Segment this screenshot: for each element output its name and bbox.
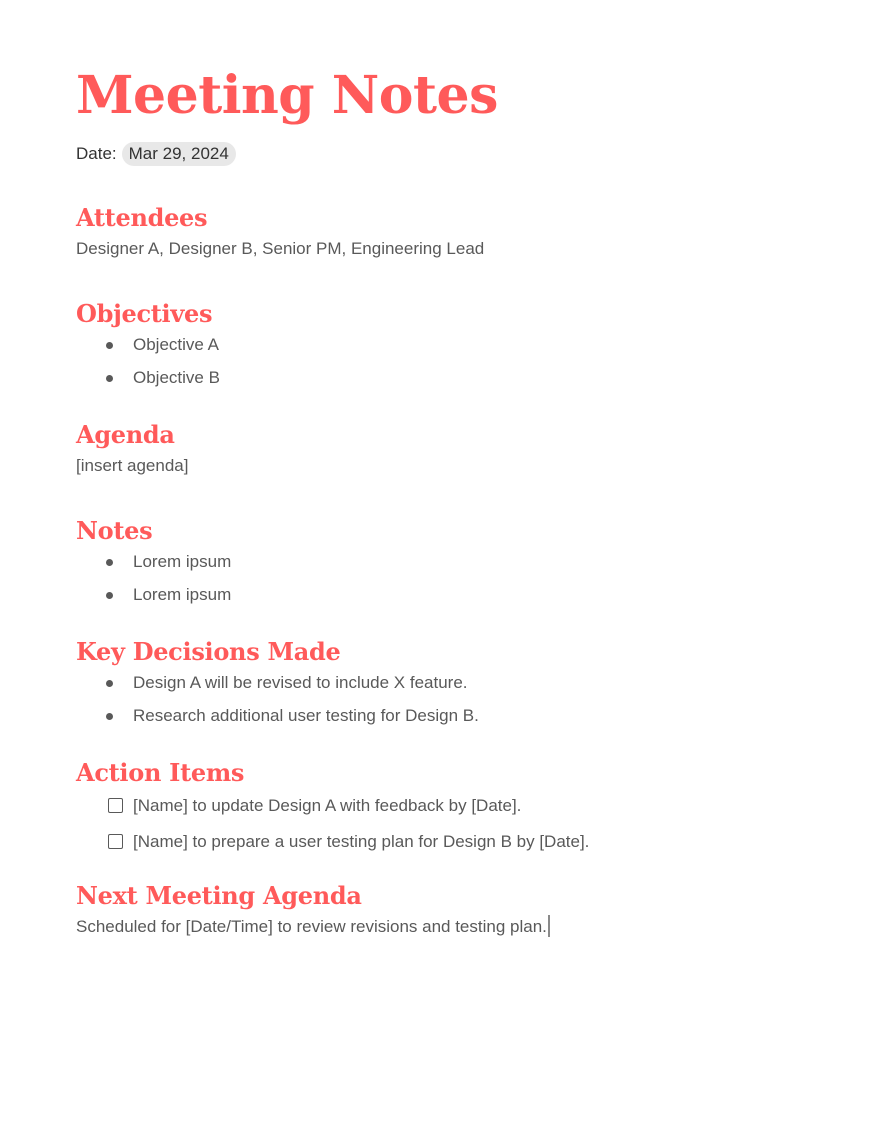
- action-items-checklist: [76, 794, 856, 854]
- objectives-heading[interactable]: Objectives: [76, 299, 213, 328]
- decisions-list: [76, 671, 856, 728]
- bullet-icon: [106, 342, 113, 349]
- list-item[interactable]: [76, 366, 856, 390]
- bullet-icon: [106, 375, 113, 382]
- date-label: Date:: [76, 144, 117, 163]
- bullet-icon: [106, 592, 113, 599]
- page-title[interactable]: Meeting Notes: [76, 65, 498, 126]
- next-meeting-text: Scheduled for [Date/Time] to review revisions and testing plan.: [76, 917, 547, 936]
- actions-heading[interactable]: Action Items: [76, 758, 245, 787]
- bullet-icon: [106, 713, 113, 720]
- decisions-heading[interactable]: Key Decisions Made: [76, 637, 341, 666]
- list-item-text: Objective B: [133, 368, 220, 387]
- list-item[interactable]: [76, 333, 856, 357]
- attendees-text[interactable]: Designer A, Designer B, Senior PM, Engineering Lead: [76, 239, 485, 258]
- objectives-list: [76, 333, 856, 390]
- list-item-text: Lorem ipsum: [133, 552, 232, 571]
- checklist-item[interactable]: [76, 794, 856, 818]
- agenda-text[interactable]: [insert agenda]: [76, 456, 189, 475]
- bullet-icon: [106, 559, 113, 566]
- notes-heading[interactable]: Notes: [76, 516, 153, 545]
- checkbox-icon[interactable]: [108, 834, 123, 849]
- checklist-item-text: [Name] to update Design A with feedback by [Date].: [133, 796, 522, 815]
- next-meeting-heading[interactable]: Next Meeting Agenda: [76, 881, 362, 910]
- text-cursor: [548, 915, 550, 937]
- list-item[interactable]: [76, 671, 856, 695]
- date-row: [76, 142, 856, 166]
- checklist-item-text: [Name] to prepare a user testing plan for Design B by [Date].: [133, 832, 590, 851]
- checkbox-icon[interactable]: [108, 798, 123, 813]
- list-item[interactable]: [76, 704, 856, 728]
- next-meeting-text-row[interactable]: [76, 915, 856, 939]
- list-item[interactable]: [76, 583, 856, 607]
- document-page[interactable]: [76, 0, 856, 939]
- notes-list: [76, 550, 856, 607]
- list-item-text: Lorem ipsum: [133, 585, 232, 604]
- list-item-text: Design A will be revised to include X feature.: [133, 673, 468, 692]
- list-item-text: Research additional user testing for Design B.: [133, 706, 479, 725]
- bullet-icon: [106, 680, 113, 687]
- list-item-text: Objective A: [133, 335, 219, 354]
- agenda-heading[interactable]: Agenda: [76, 420, 175, 449]
- date-chip[interactable]: Mar 29, 2024: [122, 142, 236, 166]
- attendees-heading[interactable]: Attendees: [76, 203, 208, 232]
- checklist-item[interactable]: [76, 830, 856, 854]
- list-item[interactable]: [76, 550, 856, 574]
